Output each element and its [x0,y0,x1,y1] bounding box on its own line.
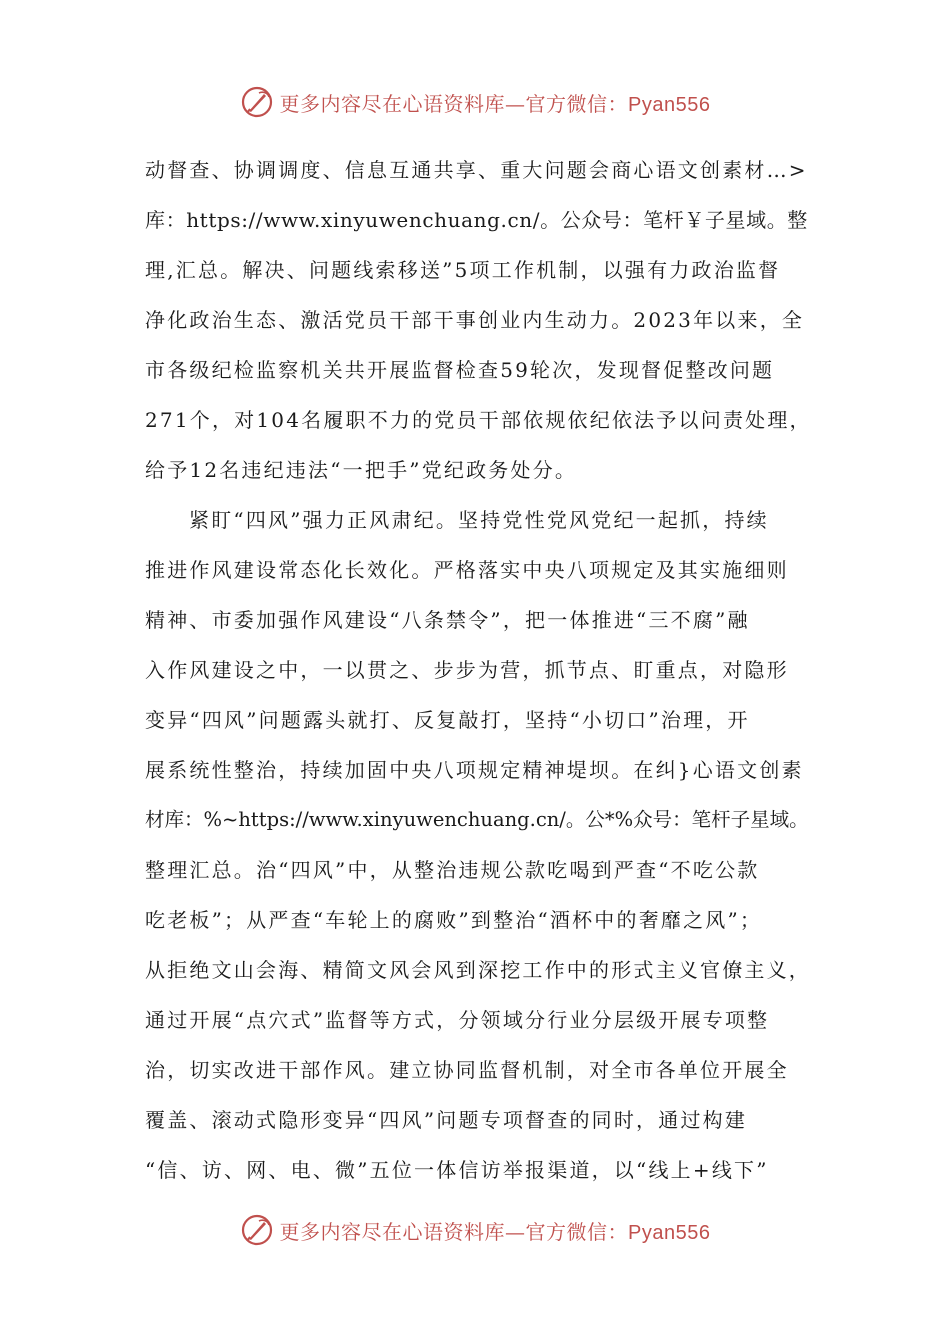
body-line: 市各级纪检监察机关共开展监督检查59轮次，发现督促整改问题 [145,358,775,382]
document-body [145,145,817,1195]
header-banner-text: 更多内容尽在心语资料库—官方微信：Pyan556 [279,91,711,116]
footer-banner [0,1208,950,1252]
body-line: 治，切实改进干部作风。建立协同监督机制，对全市各单位开展全 [145,1058,789,1082]
body-line: 库：https://www.xinyuwenchuang.cn/。公众号：笔杆￥子星域。整 [145,208,808,232]
header-wechat-id: Pyan556 [628,93,711,116]
body-line: 理,汇总。解决、问题线索移送”5项工作机制，以强有力政治监督 [145,258,781,282]
body-line: 精神、市委加强作风建设“八条禁令”，把一体推进“三不腐”融 [145,608,750,632]
body-line: 从拒绝文山会海、精简文风会风到深挖工作中的形式主义官僚主义， [145,958,811,982]
body-line: 材库：%~https://www.xinyuwenchuang.cn/。公*%众号：笔杆子星域。 [145,808,809,831]
body-line: 吃老板”；从严查“车轮上的腐败”到整治“酒杯中的奢靡之风”； [145,908,763,932]
paragraph-start-line: 紧盯“四风”强力正风肃纪。坚持党性党风党纪一起抓，持续 [189,508,769,532]
body-line: 变异“四风”问题露头就打、反复敲打，坚持“小切口”治理，开 [145,708,750,732]
body-line: 给予12名违纪违法“一把手”党纪政务处分。 [145,458,578,482]
body-line: 净化政治生态、激活党员干部干事创业内生动力。2023年以来，全 [145,308,805,332]
body-line: 覆盖、滚动式隐形变异“四风”问题专项督查的同时，通过构建 [145,1108,748,1132]
body-line: “信、访、网、电、微”五位一体信访举报渠道，以“线上+线下” [145,1158,769,1182]
footer-banner-text: 更多内容尽在心语资料库—官方微信：Pyan556 [279,1219,711,1244]
header-banner [0,80,950,124]
body-line: 入作风建设之中，一以贯之、步步为营，抓节点、盯重点，对隐形 [145,658,789,682]
body-line: 271个，对104名履职不力的党员干部依规依纪依法予以问责处理， [145,408,812,432]
body-line: 通过开展“点穴式”监督等方式，分领域分行业分层级开展专项整 [145,1008,770,1032]
body-line: 展系统性整治，持续加固中央八项规定精神堤坝。在纠}心语文创素 [145,758,804,782]
quill-logo-icon [240,85,274,119]
footer-wechat-id: Pyan556 [628,1221,711,1244]
quill-logo-icon [240,1213,274,1247]
body-line: 动督查、协调调度、信息互通共享、重大问题会商心语文创素材…> [145,158,808,182]
body-line: 推进作风建设常态化长效化。严格落实中央八项规定及其实施细则 [145,558,789,582]
body-line: 整理汇总。治“四风”中，从整治违规公款吃喝到严查“不吃公款 [145,858,760,882]
